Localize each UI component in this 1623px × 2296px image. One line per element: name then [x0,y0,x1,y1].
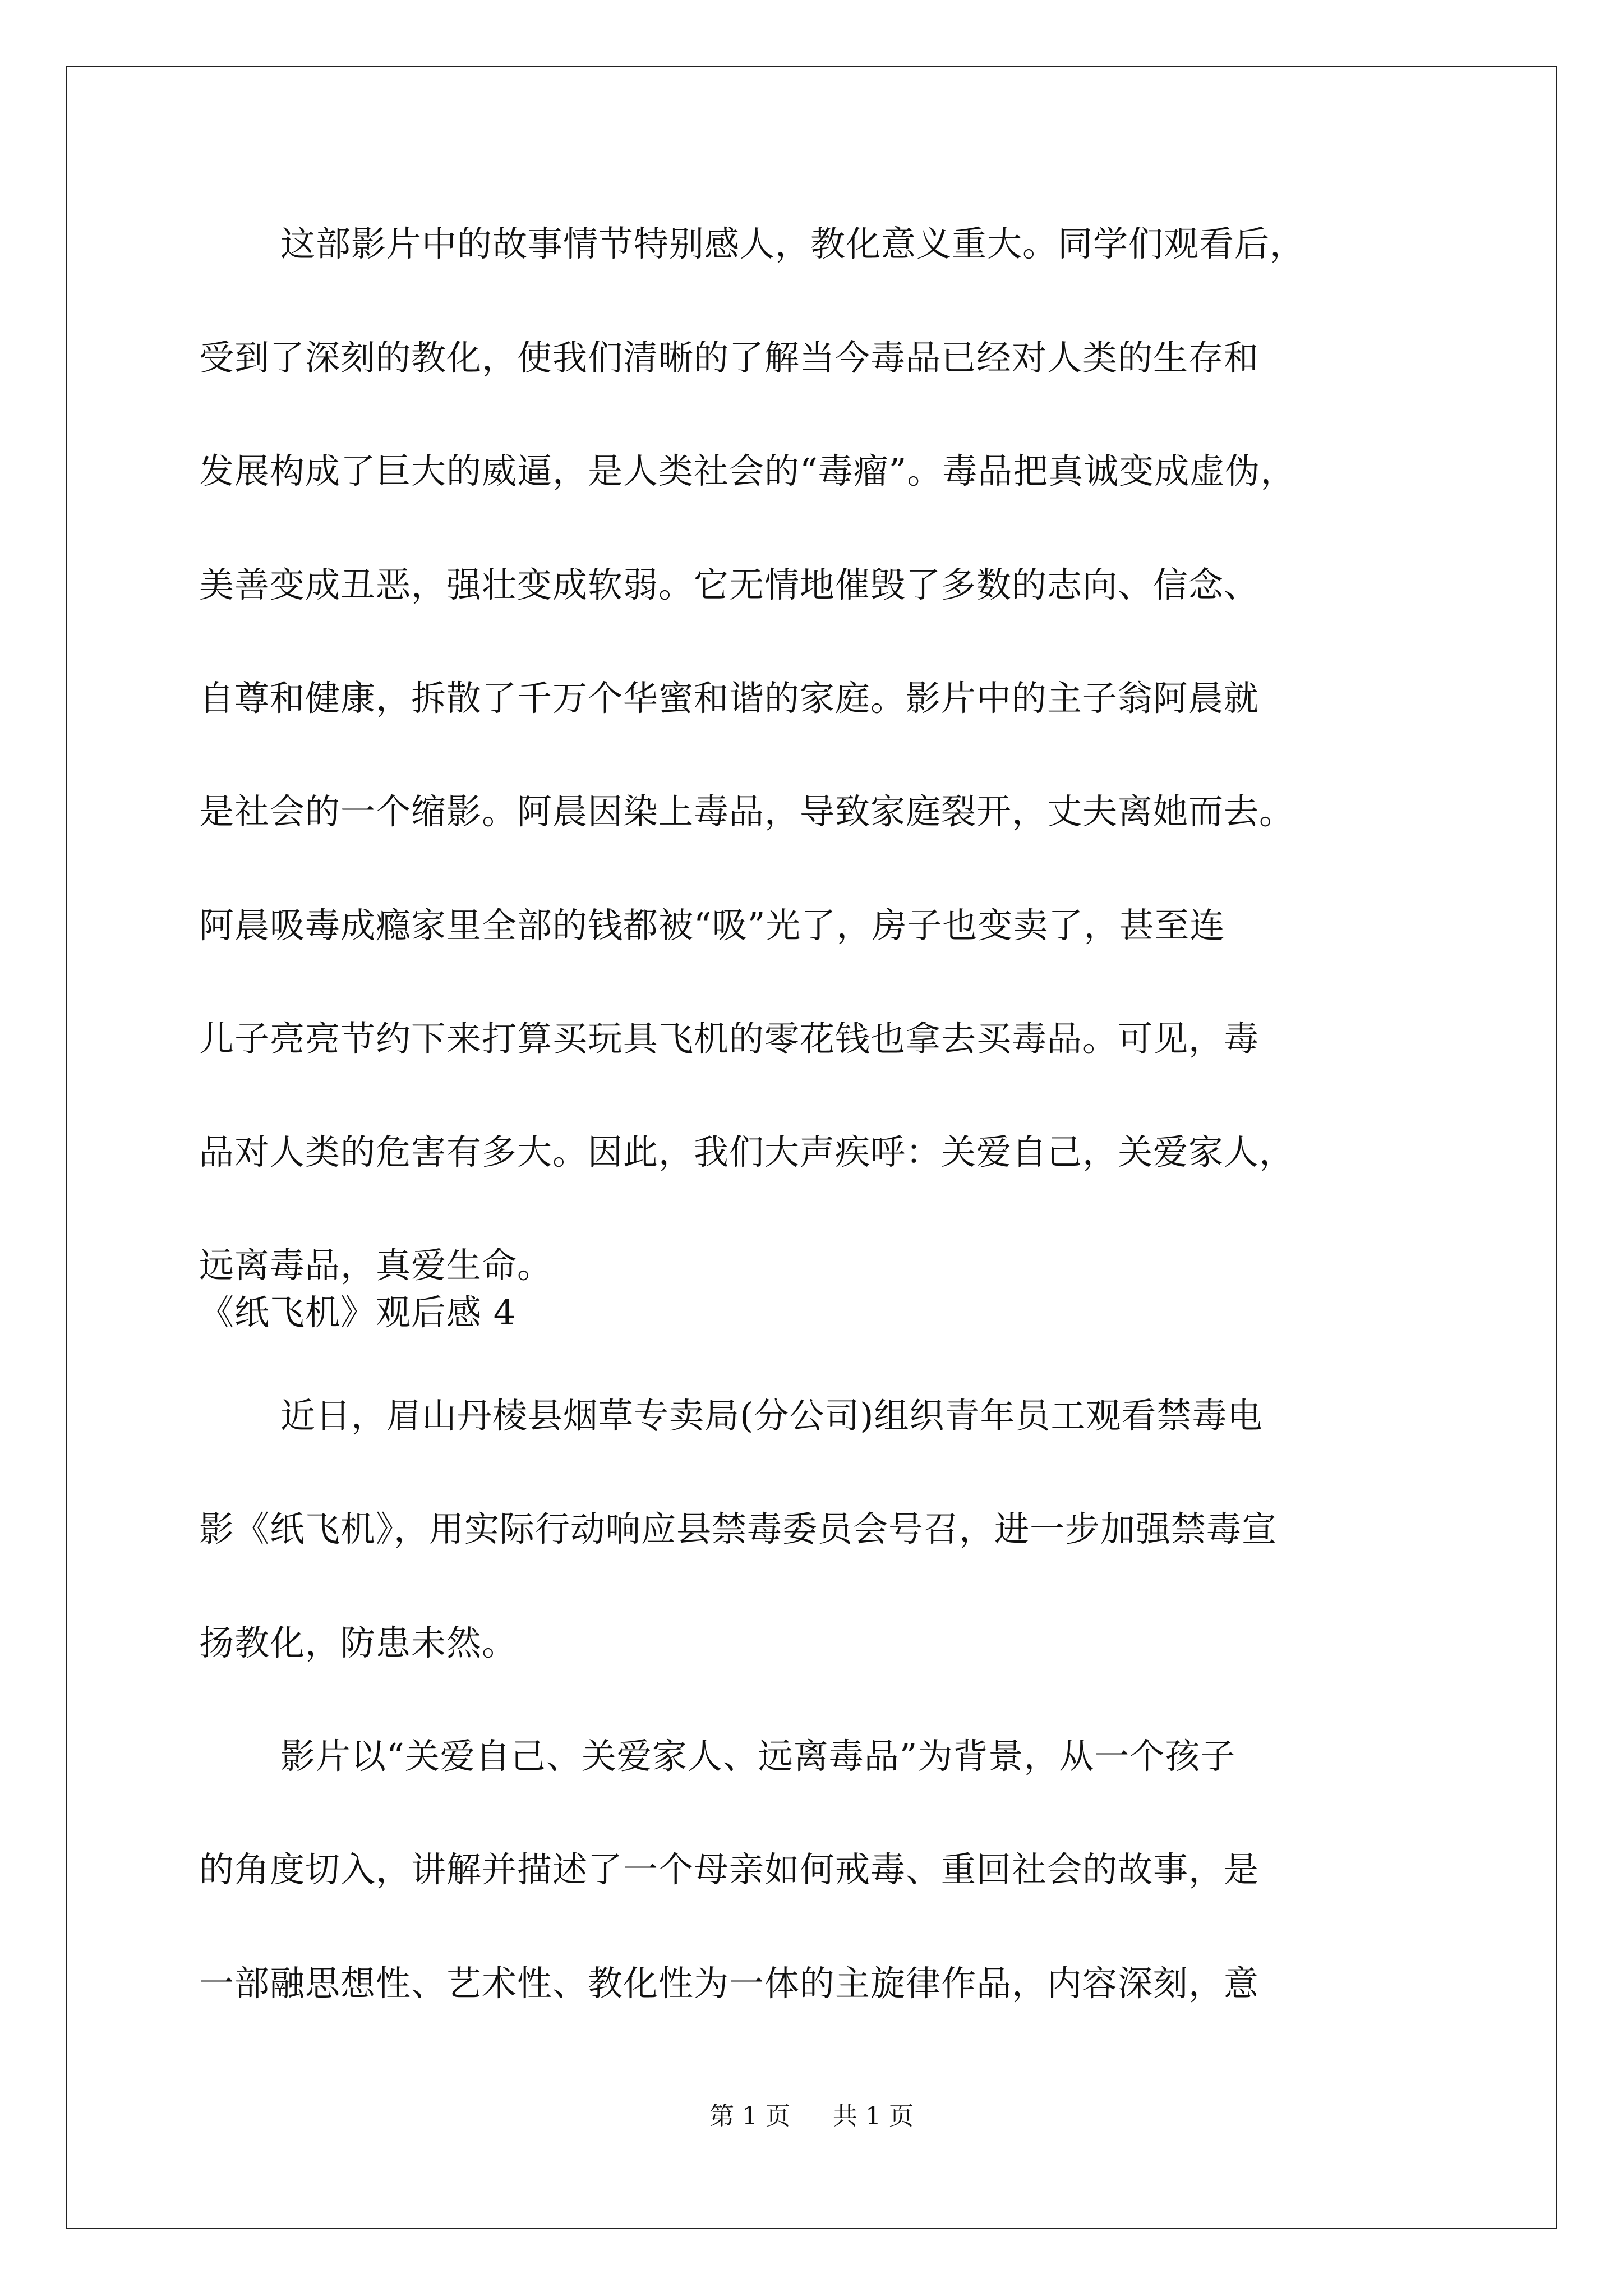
section-heading: 《纸飞机》观后感 4 [199,1292,517,1333]
paragraph-line: 品对人类的危害有多大。因此，我们大声疾呼：关爱自己，关爱家人， [199,1131,1295,1172]
page-number-current: 第 1 页 [709,2102,790,2131]
paragraph-line: 影《纸飞机》，用实际行动响应县禁毒委员会号召，进一步加强禁毒宣 [199,1508,1278,1549]
page-number-total: 共 1 页 [833,2102,914,2131]
paragraph-line: 是社会的一个缩影。阿晨因染上毒品，导致家庭裂开，丈夫离她而去。 [199,791,1295,832]
paragraph-line: 受到了深刻的教化，使我们清晰的了解当今毒品已经对人类的生存和 [199,337,1260,378]
paragraph-line: 儿子亮亮节约下来打算买玩具飞机的零花钱也拿去买毒品。可见，毒 [199,1018,1260,1059]
paragraph-line: 发展构成了巨大的威逼，是人类社会的“毒瘤”。毒品把真诚变成虚伪， [199,450,1296,491]
paragraph-line: 一部融思想性、艺术性、教化性为一体的主旋律作品，内容深刻，意 [199,1963,1260,2004]
paragraph-line: 美善变成丑恶，强壮变成软弱。它无情地催毁了多数的志向、信念、 [199,564,1260,605]
paragraph-line: 影片以“关爱自己、关爱家人、远离毒品”为背景，从一个孩子 [280,1736,1236,1777]
paragraph-line: 扬教化，防患未然。 [199,1622,518,1663]
paragraph-line: 远离毒品，真爱生命。 [199,1245,553,1286]
paragraph-line: 阿晨吸毒成瘾家里全部的钱都被“吸”光了，房子也变卖了，甚至连 [199,905,1225,946]
paragraph-line: 近日，眉山丹棱县烟草专卖局(分公司)组织青年员工观看禁毒电 [280,1395,1263,1436]
page-footer [0,2100,1623,2133]
paragraph-line: 的角度切入，讲解并描述了一个母亲如何戒毒、重回社会的故事，是 [199,1849,1260,1890]
paragraph-line: 自尊和健康，拆散了千万个华蜜和谐的家庭。影片中的主子翁阿晨就 [199,678,1260,719]
paragraph-line: 这部影片中的故事情节特别感人，教化意义重大。同学们观看后， [280,223,1306,264]
